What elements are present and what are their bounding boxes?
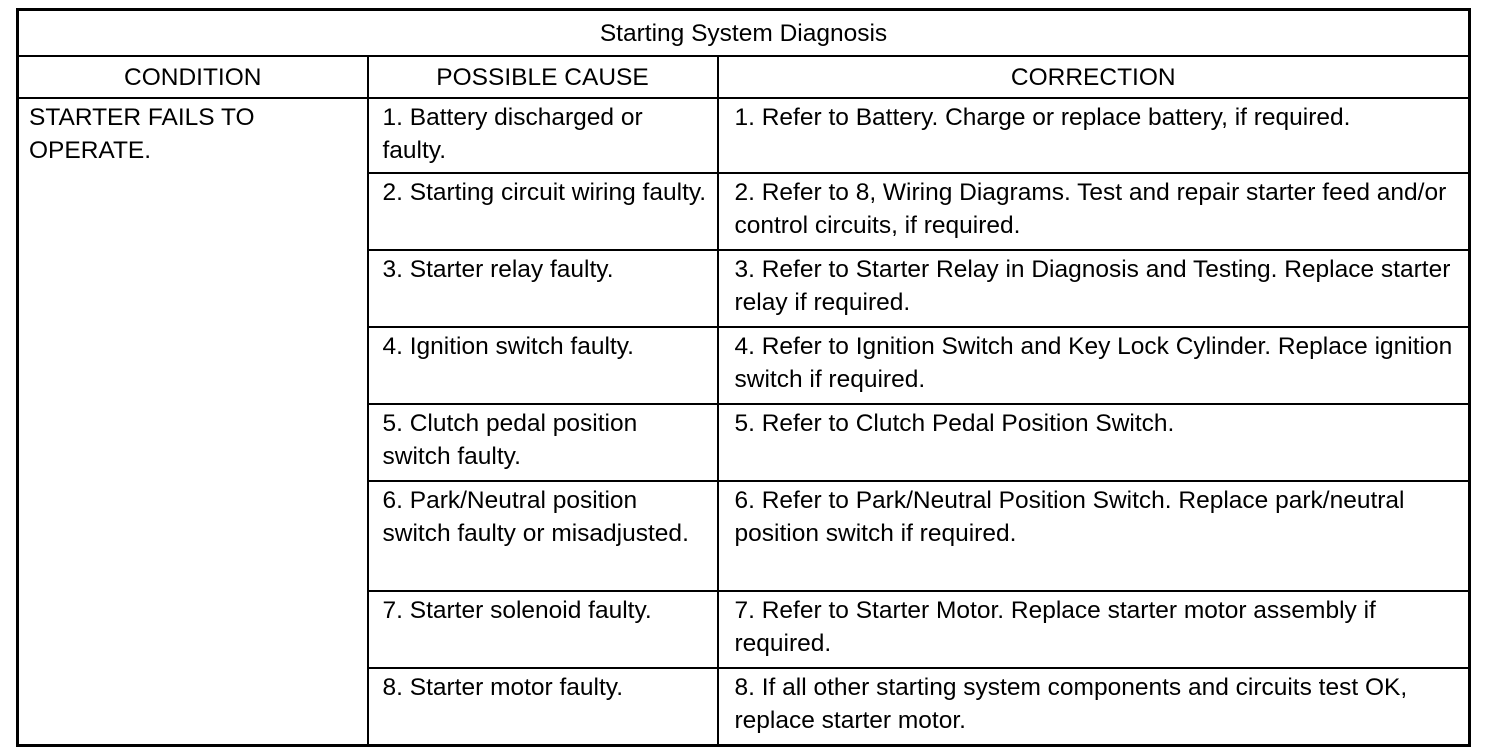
correction-cell: 5. Refer to Clutch Pedal Position Switch. bbox=[718, 404, 1470, 481]
correction-cell: 1. Refer to Battery. Charge or replace battery, if required. bbox=[718, 98, 1470, 173]
cause-cell: 6. Park/Neutral position switch faulty or misadjusted. bbox=[368, 481, 718, 591]
header-row bbox=[18, 56, 1470, 98]
correction-cell: 8. If all other starting system components and circuits test OK, replace starter motor. bbox=[718, 668, 1470, 746]
table-row bbox=[18, 98, 1470, 173]
starting-system-diagnosis-table bbox=[16, 8, 1471, 747]
cause-cell: 4. Ignition switch faulty. bbox=[368, 327, 718, 404]
header-condition: CONDITION bbox=[18, 56, 368, 98]
cause-cell: 8. Starter motor faulty. bbox=[368, 668, 718, 746]
cause-cell: 3. Starter relay faulty. bbox=[368, 250, 718, 327]
cause-cell: 1. Battery discharged or faulty. bbox=[368, 98, 718, 173]
cause-cell: 5. Clutch pedal position switch faulty. bbox=[368, 404, 718, 481]
header-correction: CORRECTION bbox=[718, 56, 1470, 98]
table-title: Starting System Diagnosis bbox=[18, 10, 1470, 57]
condition-cell: STARTER FAILS TO OPERATE. bbox=[18, 98, 368, 746]
correction-cell: 6. Refer to Park/Neutral Position Switch. Replace park/neutral position switch if required. bbox=[718, 481, 1470, 591]
title-row bbox=[18, 10, 1470, 57]
correction-cell: 2. Refer to 8, Wiring Diagrams. Test and repair starter feed and/or control circuits, if required. bbox=[718, 173, 1470, 250]
correction-cell: 4. Refer to Ignition Switch and Key Lock Cylinder. Replace ignition switch if required. bbox=[718, 327, 1470, 404]
correction-cell: 7. Refer to Starter Motor. Replace starter motor assembly if required. bbox=[718, 591, 1470, 668]
correction-cell: 3. Refer to Starter Relay in Diagnosis and Testing. Replace starter relay if required. bbox=[718, 250, 1470, 327]
header-possible-cause: POSSIBLE CAUSE bbox=[368, 56, 718, 98]
diagnosis-table-container bbox=[16, 8, 1468, 747]
cause-cell: 2. Starting circuit wiring faulty. bbox=[368, 173, 718, 250]
cause-cell: 7. Starter solenoid faulty. bbox=[368, 591, 718, 668]
